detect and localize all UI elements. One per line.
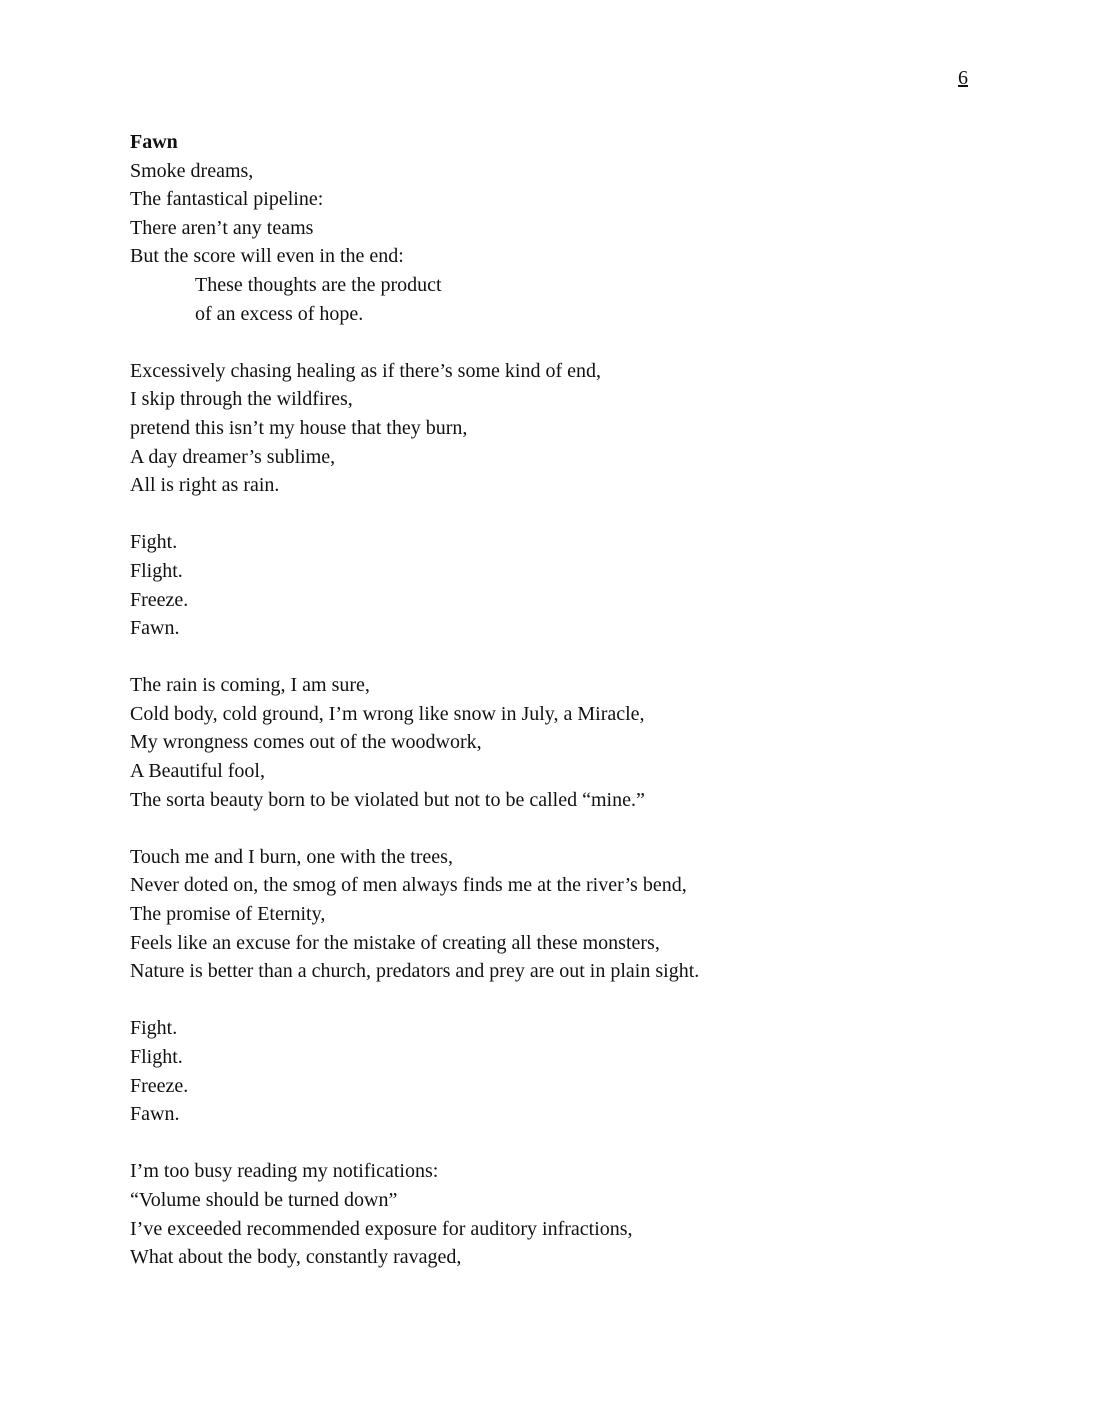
poem-line: A day dreamer’s sublime, [130, 445, 336, 468]
poem-line: Never doted on, the smog of men always finds me at the river’s bend, [130, 874, 687, 897]
poem-line: The fantastical pipeline: [130, 188, 324, 211]
poem-line: My wrongness comes out of the woodwork, [130, 731, 482, 754]
poem-line: I skip through the wildfires, [130, 388, 353, 411]
stanza-4 [130, 671, 990, 814]
poem-line: Fawn. [130, 1103, 180, 1126]
poem-line: Freeze. [130, 1074, 189, 1097]
stanza-5 [130, 843, 990, 986]
stanza-6-refrain [130, 1014, 990, 1128]
poem-line: “Volume should be turned down” [130, 1188, 398, 1211]
poem-line: What about the body, constantly ravaged, [130, 1246, 462, 1269]
poem-line: Cold body, cold ground, I’m wrong like snow in July, a Miracle, [130, 702, 645, 725]
poem-line-indented: These thoughts are the product [195, 273, 442, 296]
poem-line: Fight. [130, 1017, 178, 1040]
poem-line: Freeze. [130, 588, 189, 611]
poem-line: Flight. [130, 559, 183, 582]
poem-line: Flight. [130, 1046, 183, 1068]
poem-line: The sorta beauty born to be violated but not to be called “mine.” [130, 788, 645, 811]
poem-line: All is right as rain. [130, 474, 280, 497]
poem-line: Nature is better than a church, predators and prey are out in plain sight. [130, 960, 700, 983]
poem-line: I’m too busy reading my notifications: [130, 1160, 439, 1183]
poem-line: Smoke dreams, [130, 159, 254, 182]
stanza-1 [130, 157, 990, 329]
poem-line: Fawn. [130, 617, 180, 640]
stanza-3-refrain [130, 528, 990, 642]
poem-line: There aren’t any teams [130, 216, 314, 239]
poem [130, 128, 990, 1300]
poem-title: Fawn [130, 131, 178, 153]
poem-line: The rain is coming, I am sure, [130, 674, 370, 697]
poem-line-indented: of an excess of hope. [195, 302, 364, 325]
stanza-7 [130, 1157, 990, 1271]
poem-line: I’ve exceeded recommended exposure for auditory infractions, [130, 1217, 633, 1240]
poem-line: Excessively chasing healing as if there’s some kind of end, [130, 359, 601, 382]
poem-line: A Beautiful fool, [130, 760, 265, 783]
stanza-2 [130, 357, 990, 500]
poem-line: pretend this isn’t my house that they burn, [130, 416, 468, 439]
page-number: 6 [958, 67, 968, 89]
poem-line: But the score will even in the end: [130, 245, 404, 268]
poem-line: Fight. [130, 531, 178, 554]
poem-line: Touch me and I burn, one with the trees, [130, 845, 453, 868]
poem-line: Feels like an excuse for the mistake of creating all these monsters, [130, 931, 660, 954]
poem-line: The promise of Eternity, [130, 903, 326, 926]
